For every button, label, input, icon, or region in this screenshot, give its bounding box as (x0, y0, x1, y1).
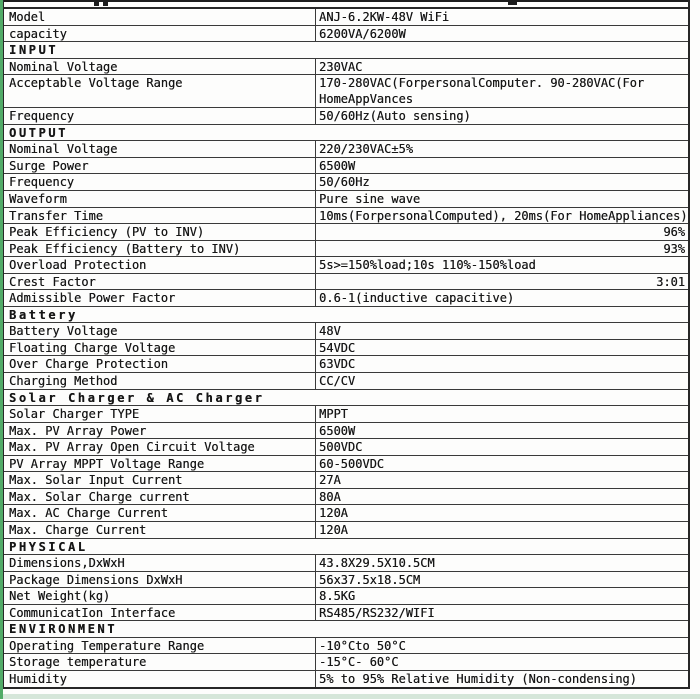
page-left-edge (0, 0, 3, 699)
spec-label: capacity (9, 26, 67, 41)
spec-value: 6200VA/6200W (315, 26, 688, 42)
section-header-row (4, 621, 688, 638)
spec-value: 50/60Hz (315, 174, 688, 190)
spec-row (4, 257, 688, 274)
spec-value: ANJ-6.2KW-48V WiFi (315, 9, 688, 25)
spec-label: Over Charge Protection (9, 357, 168, 372)
cropped-text-artifact (508, 2, 517, 5)
spec-value: 43.8X29.5X10.5CM (315, 555, 688, 571)
spec-row (4, 224, 688, 241)
spec-row (4, 356, 688, 373)
spec-value: CC/CV (315, 373, 688, 389)
spec-row (4, 638, 688, 655)
spec-row (4, 489, 688, 506)
spec-value: 27A (315, 472, 688, 488)
spec-value: 96% (315, 224, 688, 240)
spec-label: Crest Factor (9, 274, 96, 289)
spec-label: Net Weight(kg) (9, 589, 111, 604)
section-header-row (4, 390, 688, 407)
spec-row (4, 75, 688, 108)
spec-row (4, 654, 688, 671)
spec-label: Humidity (9, 671, 67, 686)
spec-value: 56x37.5x18.5CM (315, 572, 688, 588)
spec-value: 230VAC (315, 59, 688, 75)
section-header-label: Battery (9, 307, 78, 322)
spec-label: Dimensions,DxWxH (9, 556, 125, 571)
spec-value: 220/230VAC±5% (315, 141, 688, 157)
spec-row (4, 274, 688, 291)
spec-row (4, 174, 688, 191)
spec-row (4, 572, 688, 589)
cropped-text-artifact (94, 2, 99, 6)
section-header-label: Solar Charger & AC Charger (9, 390, 265, 405)
spec-label: Overload Protection (9, 258, 147, 273)
spec-row (4, 456, 688, 473)
spec-label: Peak Efficiency (PV to INV) (9, 225, 205, 240)
spec-label: CommunicatIon Interface (9, 605, 176, 620)
spec-row (4, 108, 688, 125)
spec-row (4, 26, 688, 43)
spec-row (4, 423, 688, 440)
spec-row (4, 472, 688, 489)
page-bottom-edge (0, 694, 700, 699)
spec-row (4, 158, 688, 175)
spec-label: Max. PV Array Open Circuit Voltage (9, 440, 255, 455)
spec-label: Frequency (9, 109, 75, 124)
spec-row (4, 241, 688, 258)
section-header-row (4, 125, 688, 142)
spec-value: 5% to 95% Relative Humidity (Non-condensing) (315, 671, 688, 688)
spec-value-line-2: HomeAppVances (319, 92, 413, 107)
spec-value-line-1: 170-280VAC(ForpersonalComputer. 90-280VAC(For (319, 76, 645, 91)
spec-label: Waveform (9, 192, 67, 207)
spec-value: Pure sine wave (315, 191, 688, 207)
spec-value: 6500W (315, 158, 688, 174)
spec-label: Max. AC Charge Current (9, 506, 168, 521)
spec-value: MPPT (315, 406, 688, 422)
spec-row (4, 505, 688, 522)
spec-value: 5s>=150%load;10s 110%-150%load (315, 257, 688, 273)
spec-label: Model (9, 10, 46, 24)
spec-label: Charging Method (9, 374, 118, 389)
spec-label: Nominal Voltage (9, 142, 118, 157)
spec-row (4, 9, 688, 26)
spec-table (4, 7, 688, 689)
spec-row (4, 340, 688, 357)
spec-label: Storage temperature (9, 655, 147, 670)
spec-value (315, 75, 688, 107)
section-header-row (4, 307, 688, 324)
section-header-label: OUTPUT (9, 125, 68, 140)
spec-value: 120A (315, 522, 688, 538)
spec-row (4, 555, 688, 572)
spec-value: 50/60Hz(Auto sensing) (315, 108, 688, 124)
spec-row (4, 373, 688, 390)
spec-row (4, 439, 688, 456)
spec-value: RS485/RS232/WIFI (315, 605, 688, 621)
spec-table-container (2, 0, 690, 689)
spec-label: PV Array MPPT Voltage Range (9, 456, 205, 471)
section-header-label: PHYSICAL (9, 539, 88, 554)
spec-value: 80A (315, 489, 688, 505)
spec-row (4, 290, 688, 307)
spec-label: Admissible Power Factor (9, 291, 176, 306)
spec-label: Operating Temperature Range (9, 638, 205, 653)
spec-label: Transfer Time (9, 208, 103, 223)
spec-value: 63VDC (315, 356, 688, 372)
spec-row (4, 522, 688, 539)
spec-row (4, 191, 688, 208)
spec-value: -15°C- 60°C (315, 654, 688, 670)
spec-label: Acceptable Voltage Range (9, 76, 183, 91)
spec-row (4, 141, 688, 158)
spec-value: -10°Cto 50°C (315, 638, 688, 654)
spec-value: 0.6-1(inductive capacitive) (315, 290, 688, 306)
spec-label: Max. Solar Input Current (9, 473, 183, 488)
spec-row (4, 605, 688, 622)
spec-row (4, 588, 688, 605)
spec-label: Peak Efficiency (Battery to INV) (9, 241, 241, 256)
spec-row (4, 59, 688, 76)
spec-label: Max. PV Array Power (9, 423, 147, 438)
spec-row (4, 323, 688, 340)
spec-label: Max. Solar Charge current (9, 489, 190, 504)
spec-value: 10ms(ForpersonalComputed), 20ms(For HomeAppliances) (315, 208, 688, 224)
cropped-text-artifact (103, 2, 108, 6)
spec-value: 54VDC (315, 340, 688, 356)
cropped-header-row (4, 0, 688, 7)
spec-label: Package Dimensions DxWxH (9, 572, 183, 587)
spec-label: Nominal Voltage (9, 59, 118, 74)
spec-value: 3:01 (315, 274, 688, 290)
spec-value: 8.5KG (315, 588, 688, 604)
spec-label: Surge Power (9, 158, 89, 173)
section-header-row (4, 539, 688, 556)
section-header-row (4, 42, 688, 59)
section-header-label: ENVIRONMENT (9, 622, 118, 637)
spec-label: Floating Charge Voltage (9, 340, 176, 355)
spec-value: 48V (315, 323, 688, 339)
spec-row (4, 671, 688, 688)
spec-label: Solar Charger TYPE (9, 407, 140, 422)
spec-label: Frequency (9, 175, 75, 190)
spec-value: 120A (315, 505, 688, 521)
spec-row (4, 406, 688, 423)
spec-value: 500VDC (315, 439, 688, 455)
spec-value: 60-500VDC (315, 456, 688, 472)
spec-value: 93% (315, 241, 688, 257)
section-header-label: INPUT (9, 43, 59, 58)
spec-row (4, 208, 688, 225)
spec-label: Battery Voltage (9, 324, 118, 339)
spec-label: Max. Charge Current (9, 522, 147, 537)
spec-value: 6500W (315, 423, 688, 439)
